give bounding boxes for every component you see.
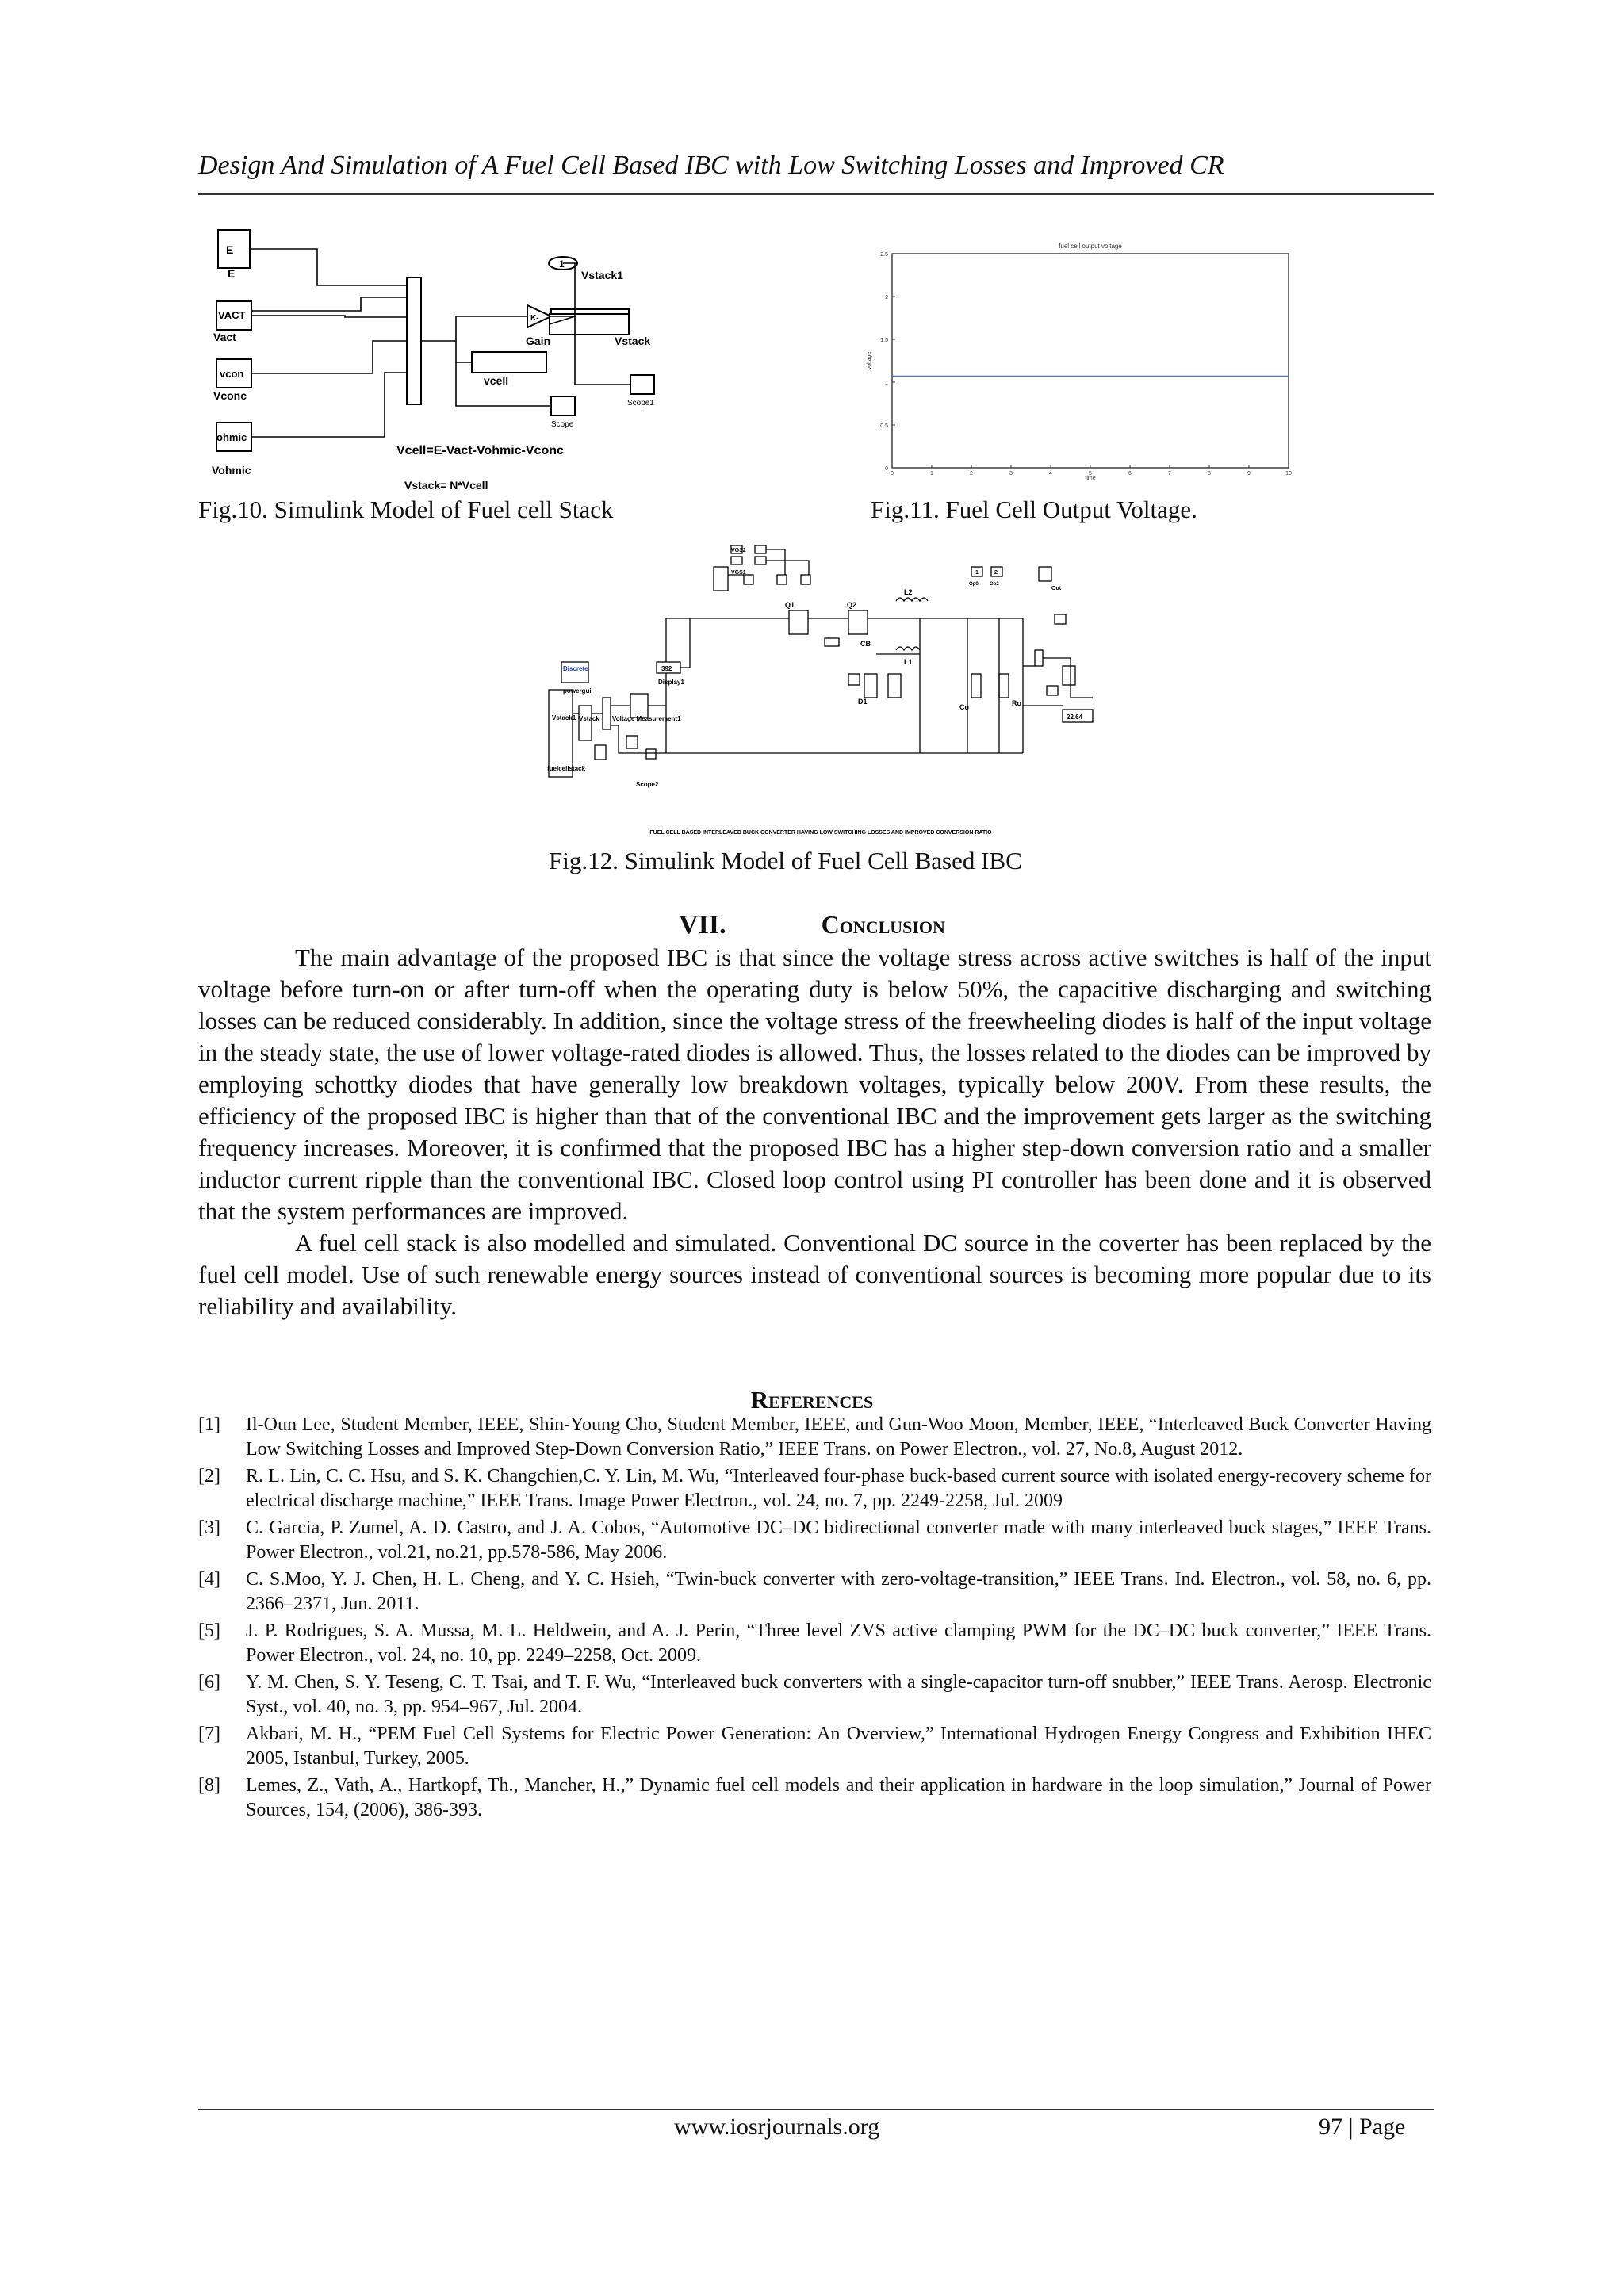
label-gain-k: K- [530,314,539,323]
label-vstack: Vstack [579,715,599,722]
label-op2: Op2 [990,582,999,587]
label-op-one: 1 [975,570,979,576]
label-cb: CB [860,640,871,648]
label-fig12-title: FUEL CELL BASED INTERLEAVED BUCK CONVERTER HAVING LOW SWITCHING LOSSES AND IMPROVED CONVERSION RATIO [649,830,992,836]
label-out: Out [1051,586,1062,591]
x-axis-label: time [1085,476,1096,481]
footer-page-number: 97 | Page [1319,2114,1406,2140]
scope1-block [630,375,654,394]
label-vcon-block: vcon [220,368,244,380]
plot-area [892,254,1289,468]
reference-item: [5] J. P. Rodrigues, S. A. Mussa, M. L. Heldwein, and A. J. Perin, “Three level ZVS active clamping PWM for the DC–DC buck converter,” IEEE Trans. Power Electron., vol. 24, no. 10, pp. 2249–2258, Oct. 2009. [198,1621,1431,1666]
x-tick-label: 3 [1009,471,1013,476]
y-tick-label: 1 [885,381,888,386]
label-vohmic: Vohmic [212,464,251,476]
label-scope: Scope [551,420,574,429]
scope-block [551,396,575,415]
label-e-block: E [226,243,234,256]
footer-url[interactable]: www.iosrjournals.org [674,2114,880,2140]
section-heading [0,910,1624,940]
label-op-two: 2 [994,570,998,576]
label-op0: Op0 [969,582,979,587]
conclusion-body [198,942,1431,1322]
label-scope2: Scope2 [636,781,659,788]
label-co: Co [959,703,969,711]
reference-item: [6] Y. M. Chen, S. Y. Teseng, C. T. Tsai, and T. F. Wu, “Interleaved buck converters with a single-capacitor turn-off snubber,” IEEE Trans. Aerosp. Electronic Syst., vol. 40, no. 3, pp. 954–967, Jul. 2004. [198,1672,1431,1717]
x-tick-label: 9 [1247,471,1251,476]
label-ohmic-block: ohmic [216,431,247,443]
fig10-wiring [202,222,686,496]
reference-item: [3] C. Garcia, P. Zumel, A. D. Castro, and J. A. Cobos, “Automotive DC–DC bidirectional converter made with many interleaved buck stages,” IEEE Trans. Power Electron., vol.21, no.21, pp.578-586, May 2006. [198,1517,1431,1563]
references-list [198,1413,1431,1825]
label-scope1: Scope1 [627,399,654,408]
x-tick-label: 4 [1049,471,1052,476]
fig11-output-voltage-chart [864,234,1308,484]
x-tick-label: 5 [1089,471,1092,476]
label-l1: L1 [904,658,913,666]
y-tick-label: 1.5 [880,338,888,343]
label-vstack1: Vstack1 [552,714,576,721]
label-display1: Display1 [658,679,684,686]
fig12-simulink-ibc [547,539,1094,840]
label-powergui-block: Discrete [563,665,588,672]
y-tick-label: 2.5 [880,252,888,258]
label-equation-vstack: Vstack= N*Vcell [404,479,488,492]
x-tick-label: 10 [1285,471,1292,476]
reference-item: [1] Il-Oun Lee, Student Member, IEEE, Shin-Young Cho, Student Member, IEEE, and Gun-Woo Moon, Member, IEEE, “Interleaved Buck Converter Having Low Switching Losses and Improved Step-Down Conversion Ratio,” IEEE Trans. on Power Electron., vol. 27, No.8, August 2012. [198,1414,1431,1460]
label-q1: Q1 [785,601,795,609]
label-ro: Ro [1012,699,1021,707]
y-tick-label: 0.5 [880,423,888,429]
chart-title: fuel cell output voltage [1059,243,1122,250]
reference-item: [8] Lemes, Z., Vath, A., Hartkopf, Th., Mancher, H.,” Dynamic fuel cell models and their application in hardware in the loop simulation,” Journal of Power Sources, 154, (2006), 386-393. [198,1775,1431,1820]
y-tick-label: 2 [885,295,888,300]
reference-item: [4] C. S.Moo, Y. J. Chen, H. L. Cheng, and Y. C. Hsieh, “Twin-buck converter with zero-voltage-transition,” IEEE Trans. Ind. Electron., vol. 58, no. 6, pp. 2366–2371, Jun. 2011. [198,1569,1431,1614]
section-title: Conclusion [821,910,945,939]
label-d1: D1 [858,698,868,706]
label-display-val: 392 [661,665,672,672]
label-voltage-measurement: Voltage Measurement1 [612,715,681,722]
label-vstack1: Vstack1 [581,269,623,281]
running-header: Design And Simulation of A Fuel Cell Based IBC with Low Switching Losses and Improved CR [198,151,1224,180]
x-tick-label: 0 [891,471,894,476]
label-e: E [228,267,236,280]
label-vact-block: VACT [218,309,246,321]
fig10-caption: Fig.10. Simulink Model of Fuel cell Stack [198,496,614,523]
label-vconc: Vconc [213,389,247,402]
conclusion-paragraph-1: The main advantage of the proposed IBC is that since the voltage stress across active switches is half of the input voltage before turn-on or after turn-off when the operating duty is below 50%, the capacitive discharging and switching losses can be reduced considerably. In addition, since the voltage stress of the freewheeling diodes is half of the input voltage in the steady state, the use of lower voltage-rated diodes is allowed. Thus, the losses related to the diodes can be improved by employing schottky diodes that have generally low breakdown voltages, typically below 200V. From these results, the efficiency of the proposed IBC is higher than that of the conventional IBC and the improvement gets larger as the switching frequency increases. Moreover, it is confirmed that the proposed IBC has a higher step-down conversion ratio and a smaller inductor current ripple than the conventional IBC. Closed loop control using PI controller has been done and it is observed that the system performances are improved. [198,943,1431,1225]
y-tick-label: 0 [885,466,888,472]
label-fuelcellstack: fuelcellstack [547,765,586,772]
x-tick-label: 1 [930,471,933,476]
section-number: VII. [679,910,726,939]
label-vgs1: VGS1 [731,570,746,576]
x-tick-label: 7 [1168,471,1171,476]
reference-item: [7] Akbari, M. H., “PEM Fuel Cell Systems for Electric Power Generation: An Overview,” International Hydrogen Energy Congress and Exhibition IHEC 2005, Istanbul, Turkey, 2005. [198,1724,1431,1769]
label-vact: Vact [213,331,236,343]
references-heading: References [750,1386,874,1414]
label-powergui: powergui [563,687,592,695]
conclusion-paragraph-2: A fuel cell stack is also modelled and simulated. Conventional DC source in the coverter has been replaced by the fuel cell model. Use of such renewable energy sources instead of conventional sources is becoming more popular due to its reliability and availability. [198,1229,1431,1320]
fig12-caption: Fig.12. Simulink Model of Fuel Cell Based IBC [549,847,1022,874]
reference-item: [2] R. L. Lin, C. C. Hsu, and S. K. Changchien,C. Y. Lin, M. Wu, “Interleaved four-phase buck-based current source with isolated energy-recovery scheme for electrical discharge machine,” IEEE Trans. Image Power Electron., vol. 24, no. 7, pp. 2249-2258, Jul. 2009 [198,1466,1431,1511]
label-q2: Q2 [847,601,857,609]
label-vcell: vcell [484,374,509,387]
label-l2: L2 [904,588,913,596]
header-rule [198,193,1434,195]
label-gain: Gain [526,335,551,347]
x-tick-label: 2 [970,471,973,476]
label-equation-vcell: Vcell=E-Vact-Vohmic-Vconc [396,444,564,457]
label-out-port: 1 [559,258,565,270]
label-vstack: Vstack [615,335,651,347]
label-vgs2: VGS2 [731,548,746,553]
fig11-caption: Fig.11. Fuel Cell Output Voltage. [871,496,1197,523]
label-display-out: 22.64 [1067,714,1083,721]
x-tick-label: 8 [1208,471,1211,476]
footer-rule [198,2109,1434,2110]
x-tick-label: 6 [1128,471,1132,476]
y-axis-label: voltage [867,351,872,370]
